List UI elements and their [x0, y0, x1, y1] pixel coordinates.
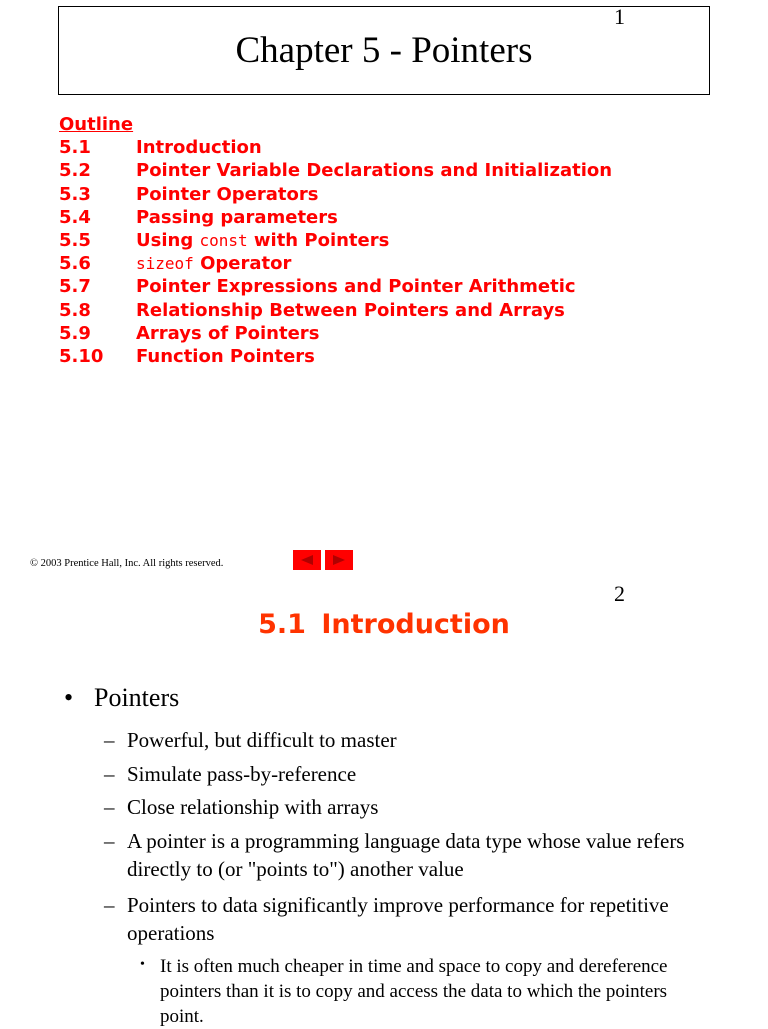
outline-text: Function Pointers [136, 346, 315, 368]
bullet-symbol: • [64, 683, 74, 712]
bullet-symbol: • [140, 957, 145, 972]
triangle-left-icon [300, 555, 314, 565]
page-number: 2 [614, 581, 625, 606]
sub-sub-bullet-item [140, 954, 700, 1029]
outline-number: 5.3 [59, 183, 91, 205]
slide-title: 5.1 Introduction [258, 609, 510, 640]
outline-item [59, 275, 612, 298]
slide-2 [0, 578, 768, 1027]
outline-item [59, 206, 612, 229]
sub-bullet-item [104, 726, 724, 754]
outline-item [59, 159, 612, 182]
outline-text: Operator [193, 253, 292, 275]
outline-number: 5.5 [59, 230, 91, 252]
outline-text: Pointer Operators [136, 183, 319, 205]
outline-number: 5.4 [59, 206, 91, 228]
outline-heading: Outline [59, 114, 134, 135]
outline-text: Arrays of Pointers [136, 322, 320, 344]
outline-number: 5.7 [59, 276, 91, 298]
page-number: 1 [614, 4, 625, 29]
bullet-item [64, 683, 179, 713]
outline-number: 5.6 [59, 253, 91, 275]
outline-item [59, 322, 612, 345]
outline-item [59, 229, 612, 252]
dash-symbol: – [104, 829, 115, 853]
outline-item [59, 252, 612, 275]
bullet-text: Pointers [94, 683, 180, 712]
previous-slide-button[interactable] [293, 550, 321, 570]
dash-symbol: – [104, 795, 115, 819]
outline-number: 5.10 [59, 346, 104, 368]
title-box [58, 6, 710, 95]
dash-symbol: – [104, 762, 115, 786]
dash-symbol: – [104, 893, 115, 917]
outline-item [59, 299, 612, 322]
slide-title: Chapter 5 - Pointers [235, 30, 533, 71]
outline-number: 5.1 [59, 137, 91, 159]
outline-code: sizeof [136, 254, 194, 274]
outline-text: Pointer Expressions and Pointer Arithmetic [136, 276, 576, 298]
sub-bullet-item [104, 760, 724, 788]
triangle-right-icon [332, 555, 346, 565]
outline-item [59, 136, 612, 159]
outline-number: 5.2 [59, 160, 91, 182]
outline-code: const [199, 231, 248, 251]
sub-bullet-item [104, 891, 724, 947]
sub-bullet-text: Pointers to data significantly improve performance for repetitive operations [127, 893, 669, 945]
outline-item [59, 345, 612, 368]
dash-symbol: – [104, 728, 115, 752]
outline-text: Introduction [136, 137, 262, 159]
sub-bullet-text: Powerful, but difficult to master [127, 728, 397, 752]
outline-text: Pointer Variable Declarations and Initialization [136, 160, 613, 182]
outline-text: Relationship Between Pointers and Arrays [136, 299, 565, 321]
sub-bullet-item [104, 827, 724, 883]
sub-sub-bullet-text: It is often much cheaper in time and space to copy and dereference pointers than it is to copy and access the data to which the pointers point. [160, 956, 668, 1027]
outline [59, 113, 612, 368]
sub-bullet-text: Simulate pass-by-reference [127, 762, 357, 786]
next-slide-button[interactable] [325, 550, 353, 570]
copyright-notice: © 2003 Prentice Hall, Inc. All rights reserved. [30, 558, 224, 569]
outline-item [59, 183, 612, 206]
outline-text: Passing parameters [136, 206, 338, 228]
outline-number: 5.9 [59, 322, 91, 344]
outline-text: with Pointers [247, 230, 390, 252]
outline-number: 5.8 [59, 299, 91, 321]
outline-text: Using [136, 230, 200, 252]
sub-bullet-item [104, 793, 724, 821]
sub-bullet-text: Close relationship with arrays [127, 795, 379, 819]
sub-bullet-text: A pointer is a programming language data type whose value refers directly to (or "points to") another value [127, 829, 685, 881]
